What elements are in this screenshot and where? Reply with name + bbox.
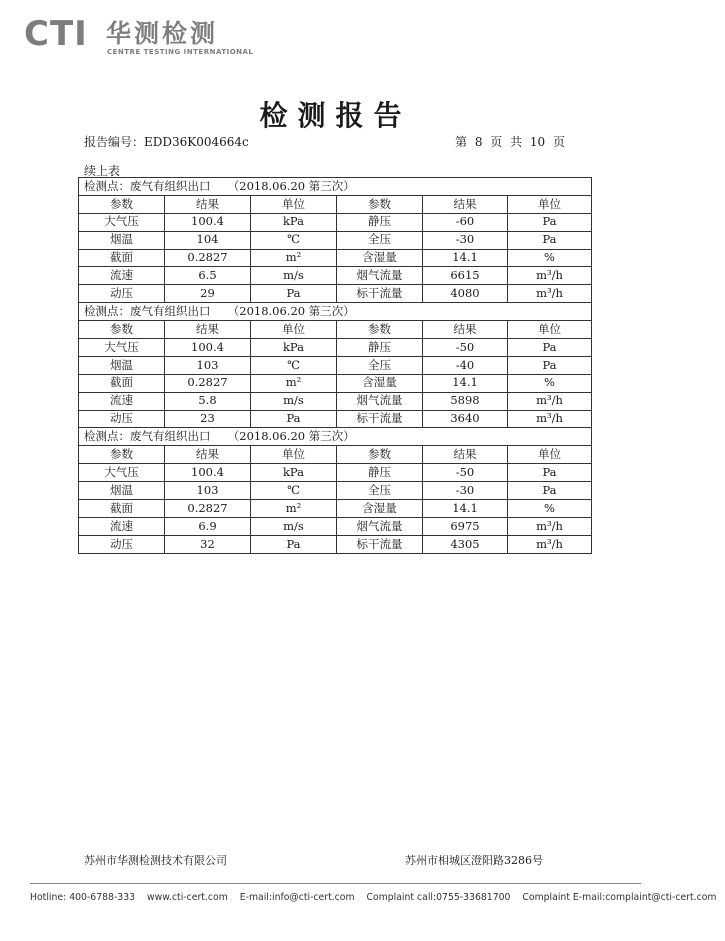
table-cell: 烟气流量 [337, 267, 423, 285]
table-cell: Pa [508, 213, 592, 231]
column-header: 单位 [251, 446, 337, 464]
table-cell: 大气压 [79, 213, 165, 231]
table-cell: -30 [423, 482, 508, 500]
table-cell: m/s [251, 392, 337, 410]
table-cell: Pa [251, 285, 337, 303]
table-cell: 全压 [337, 482, 423, 500]
column-header: 单位 [251, 195, 337, 213]
column-header: 结果 [165, 446, 251, 464]
table-row [79, 213, 592, 231]
table-cell: m³/h [508, 517, 592, 535]
table-cell: -40 [423, 356, 508, 374]
table-cell: 烟气流量 [337, 392, 423, 410]
table-row [79, 231, 592, 249]
section-header-row [79, 428, 592, 446]
table-cell: 烟温 [79, 356, 165, 374]
table-row [79, 410, 592, 428]
table-cell: 23 [165, 410, 251, 428]
table-cell: 0.2827 [165, 249, 251, 267]
table-cell: m³/h [508, 410, 592, 428]
table-cell: 烟气流量 [337, 517, 423, 535]
column-header: 单位 [508, 446, 592, 464]
table-cell: ℃ [251, 482, 337, 500]
table-cell: 标干流量 [337, 535, 423, 553]
table-cell: 6975 [423, 517, 508, 535]
footer-website: www.cti-cert.com [147, 892, 228, 903]
table-cell: 100.4 [165, 339, 251, 357]
table-cell: 103 [165, 482, 251, 500]
table-row [79, 464, 592, 482]
table-cell: 6.9 [165, 517, 251, 535]
table-cell: 0.2827 [165, 374, 251, 392]
table-cell: kPa [251, 339, 337, 357]
table-cell: ℃ [251, 231, 337, 249]
column-header-row [79, 321, 592, 339]
column-header: 参数 [337, 195, 423, 213]
table-cell: 103 [165, 356, 251, 374]
footer-complaint-call: Complaint call:0755-33681700 [366, 892, 511, 903]
table-cell: 静压 [337, 213, 423, 231]
table-cell: 动压 [79, 285, 165, 303]
table-cell: 29 [165, 285, 251, 303]
table-cell: 截面 [79, 249, 165, 267]
table-cell: Pa [508, 339, 592, 357]
continued-label: 续上表 [84, 164, 121, 178]
company-logo [24, 10, 254, 60]
column-header: 结果 [165, 321, 251, 339]
section-label: 检测点：废气有组织出口 （2018.06.20 第三次） [79, 303, 592, 321]
table-cell: 0.2827 [165, 500, 251, 518]
table-cell: 32 [165, 535, 251, 553]
table-cell: 含湿量 [337, 249, 423, 267]
report-number: 报告编号：EDD36K004664c [84, 135, 249, 149]
table-cell: -50 [423, 339, 508, 357]
footer-divider [30, 883, 641, 884]
page-indicator: 第 8 页 共 10 页 [455, 135, 565, 149]
column-header: 单位 [508, 195, 592, 213]
table-cell: m/s [251, 267, 337, 285]
table-cell: Pa [508, 482, 592, 500]
table-cell: 大气压 [79, 339, 165, 357]
table-row [79, 339, 592, 357]
footer-contacts [30, 892, 725, 903]
table-cell: 5898 [423, 392, 508, 410]
column-header: 参数 [337, 321, 423, 339]
column-header: 单位 [251, 321, 337, 339]
table-cell: 烟温 [79, 482, 165, 500]
table-cell: 静压 [337, 464, 423, 482]
table-cell: 含湿量 [337, 500, 423, 518]
table-cell: m² [251, 500, 337, 518]
column-header: 单位 [508, 321, 592, 339]
table-cell: -60 [423, 213, 508, 231]
logo-name-cn: 华测检测 [106, 19, 219, 48]
logo-brand: CTI [24, 14, 88, 54]
table-cell: 静压 [337, 339, 423, 357]
table-cell: 全压 [337, 231, 423, 249]
section-header-row [79, 303, 592, 321]
column-header: 参数 [337, 446, 423, 464]
table-cell: 14.1 [423, 249, 508, 267]
section-label: 检测点：废气有组织出口 （2018.06.20 第三次） [79, 428, 592, 446]
table-cell: Pa [508, 356, 592, 374]
column-header: 结果 [423, 446, 508, 464]
table-row [79, 249, 592, 267]
report-title: 检测报告 [259, 99, 412, 132]
table-cell: ℃ [251, 356, 337, 374]
table-cell: 动压 [79, 410, 165, 428]
table-cell: 14.1 [423, 500, 508, 518]
table-cell: 大气压 [79, 464, 165, 482]
table-cell: 5.8 [165, 392, 251, 410]
table-row [79, 285, 592, 303]
table-cell: 104 [165, 231, 251, 249]
table-cell: m³/h [508, 392, 592, 410]
table-row [79, 267, 592, 285]
table-cell: 标干流量 [337, 285, 423, 303]
column-header: 参数 [79, 195, 165, 213]
table-cell: 3640 [423, 410, 508, 428]
table-row [79, 482, 592, 500]
table-row [79, 392, 592, 410]
table-row [79, 517, 592, 535]
table-cell: 截面 [79, 374, 165, 392]
table-cell: m² [251, 374, 337, 392]
table-cell: m³/h [508, 535, 592, 553]
footer-company: 苏州市华测检测技术有限公司 [84, 854, 227, 867]
section-header-row [79, 178, 592, 196]
column-header: 结果 [423, 321, 508, 339]
table-cell: m³/h [508, 267, 592, 285]
table-cell: 流速 [79, 517, 165, 535]
footer-email: E-mail:info@cti-cert.com [239, 892, 355, 903]
table-cell: 100.4 [165, 464, 251, 482]
table-cell: % [508, 374, 592, 392]
table-cell: kPa [251, 464, 337, 482]
column-header: 参数 [79, 321, 165, 339]
table-cell: -30 [423, 231, 508, 249]
table-cell: 100.4 [165, 213, 251, 231]
table-row [79, 374, 592, 392]
footer-hotline: Hotline: 400-6788-333 [30, 892, 136, 903]
column-header-row [79, 195, 592, 213]
table-cell: m² [251, 249, 337, 267]
footer-address: 苏州市相城区澄阳路3286号 [405, 854, 543, 867]
table-cell: 流速 [79, 392, 165, 410]
table-cell: 全压 [337, 356, 423, 374]
table-cell: 截面 [79, 500, 165, 518]
table-cell: % [508, 249, 592, 267]
column-header: 结果 [423, 195, 508, 213]
table-cell: Pa [508, 231, 592, 249]
table-cell: 4080 [423, 285, 508, 303]
table-cell: 流速 [79, 267, 165, 285]
table-cell: 动压 [79, 535, 165, 553]
table-cell: -50 [423, 464, 508, 482]
table-cell: 4305 [423, 535, 508, 553]
table-row [79, 356, 592, 374]
section-label: 检测点：废气有组织出口 （2018.06.20 第三次） [79, 178, 592, 196]
table-row [79, 535, 592, 553]
table-cell: 14.1 [423, 374, 508, 392]
table-cell: Pa [251, 410, 337, 428]
table-cell: 含湿量 [337, 374, 423, 392]
table-row [79, 500, 592, 518]
table-cell: 烟温 [79, 231, 165, 249]
table-cell: % [508, 500, 592, 518]
table-cell: Pa [508, 464, 592, 482]
table-cell: 6615 [423, 267, 508, 285]
footer-complaint-email: Complaint E-mail:complaint@cti-cert.com [522, 892, 717, 903]
table-cell: 6.5 [165, 267, 251, 285]
table-cell: m/s [251, 517, 337, 535]
table-cell: m³/h [508, 285, 592, 303]
measurement-table [78, 177, 592, 554]
column-header: 参数 [79, 446, 165, 464]
column-header-row [79, 446, 592, 464]
table-cell: 标干流量 [337, 410, 423, 428]
column-header: 结果 [165, 195, 251, 213]
table-cell: Pa [251, 535, 337, 553]
logo-name-en: CENTRE TESTING INTERNATIONAL [107, 48, 254, 56]
table-cell: kPa [251, 213, 337, 231]
